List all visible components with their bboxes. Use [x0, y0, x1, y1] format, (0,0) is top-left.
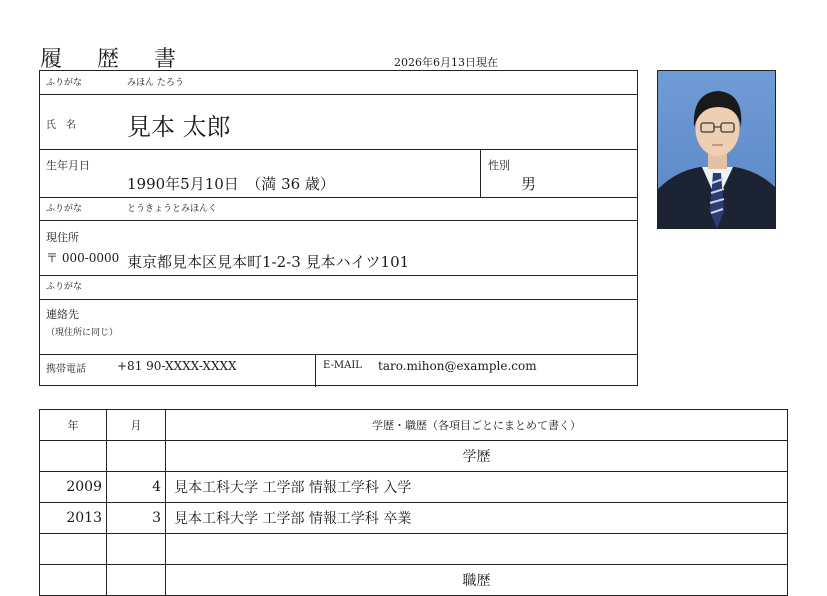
birth-label: 生年月日 [46, 159, 90, 172]
address-furigana: とうきょうとみほんく [127, 204, 218, 214]
personal-info-box [39, 70, 638, 386]
contact-label: 連絡先 [46, 308, 79, 321]
history-year: 2009 [40, 472, 107, 503]
gender-value: 男 [521, 175, 537, 193]
history-month: 4 [107, 472, 166, 503]
history-year: 2013 [40, 503, 107, 534]
history-month: 3 [107, 503, 166, 534]
table-row [40, 503, 788, 534]
contact-note: （現住所に同じ） [46, 328, 119, 338]
mobile-label: 携帯電話 [46, 364, 86, 375]
year-header: 年 [40, 410, 107, 441]
history-entry: 見本工科大学 工学部 情報工学科 卒業 [166, 503, 788, 534]
full-name: 見本 太郎 [127, 113, 231, 141]
empty-row [40, 534, 788, 565]
name-furigana: みほん たろう [127, 78, 184, 88]
name-label: 氏 名 [46, 120, 76, 131]
contact-furigana-label: ふりがな [46, 282, 83, 292]
education-heading-row [40, 441, 788, 472]
education-heading: 学歴 [166, 441, 788, 472]
portrait-illustration [658, 71, 776, 229]
work-heading-row [40, 565, 788, 596]
address-value: 東京都見本区見本町1-2-3 見本ハイツ101 [127, 253, 410, 271]
history-body-header: 学歴・職歴（各項目ごとにまとめて書く） [166, 410, 788, 441]
mobile-value: +81 90-XXXX-XXXX [117, 359, 237, 373]
birth-value: 1990年5月10日 （満 36 歳） [127, 175, 335, 193]
email-label: E-MAIL [323, 360, 362, 371]
document-title: 履 歴 書 [40, 47, 190, 72]
table-row [40, 472, 788, 503]
gender-label: 性別 [488, 159, 510, 172]
history-table [39, 409, 788, 596]
as-of-date: 2026年6月13日現在 [394, 56, 498, 69]
address-furigana-label: ふりがな [46, 204, 83, 214]
history-header-row [40, 410, 788, 441]
address-label: 現住所 [46, 231, 79, 244]
work-heading: 職歴 [166, 565, 788, 596]
month-header: 月 [107, 410, 166, 441]
id-photo [657, 70, 776, 229]
postal-code: 〒 000-0000 [46, 251, 120, 265]
email-value: taro.mihon@example.com [378, 359, 537, 373]
history-entry: 見本工科大学 工学部 情報工学科 入学 [166, 472, 788, 503]
name-furigana-label: ふりがな [46, 78, 83, 88]
